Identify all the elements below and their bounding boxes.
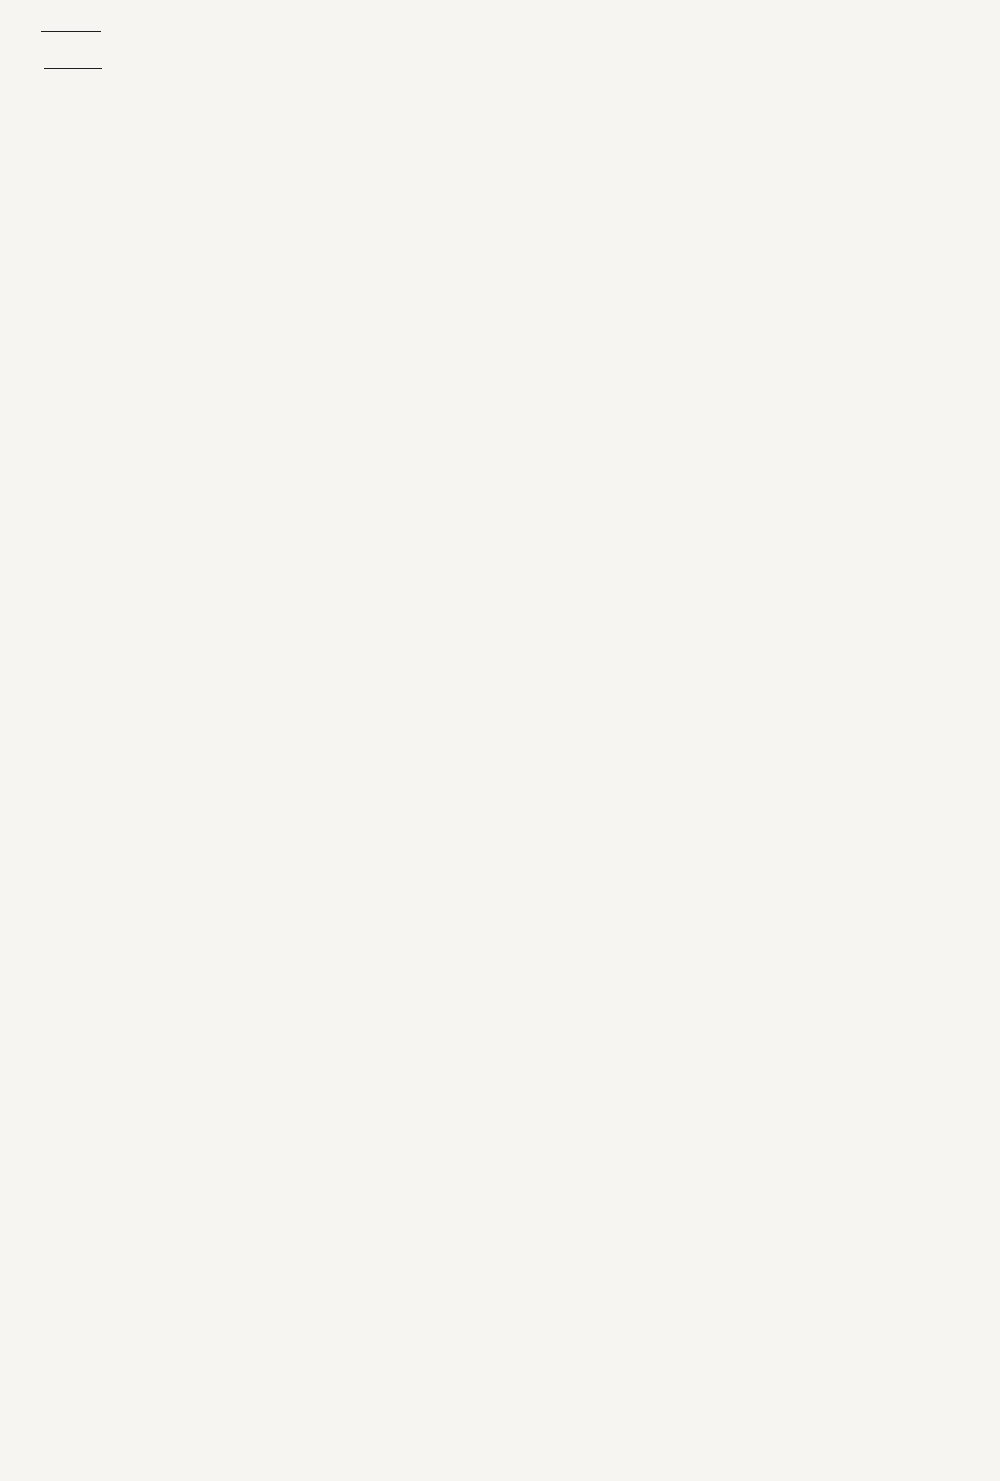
blank-line xyxy=(44,48,102,69)
answer-item-52 xyxy=(30,12,976,43)
answer-content xyxy=(30,12,976,106)
blank-51 xyxy=(41,31,101,32)
answer-item-64 xyxy=(30,43,976,74)
answer-item-65 xyxy=(30,74,976,105)
site-logo xyxy=(820,1398,990,1478)
